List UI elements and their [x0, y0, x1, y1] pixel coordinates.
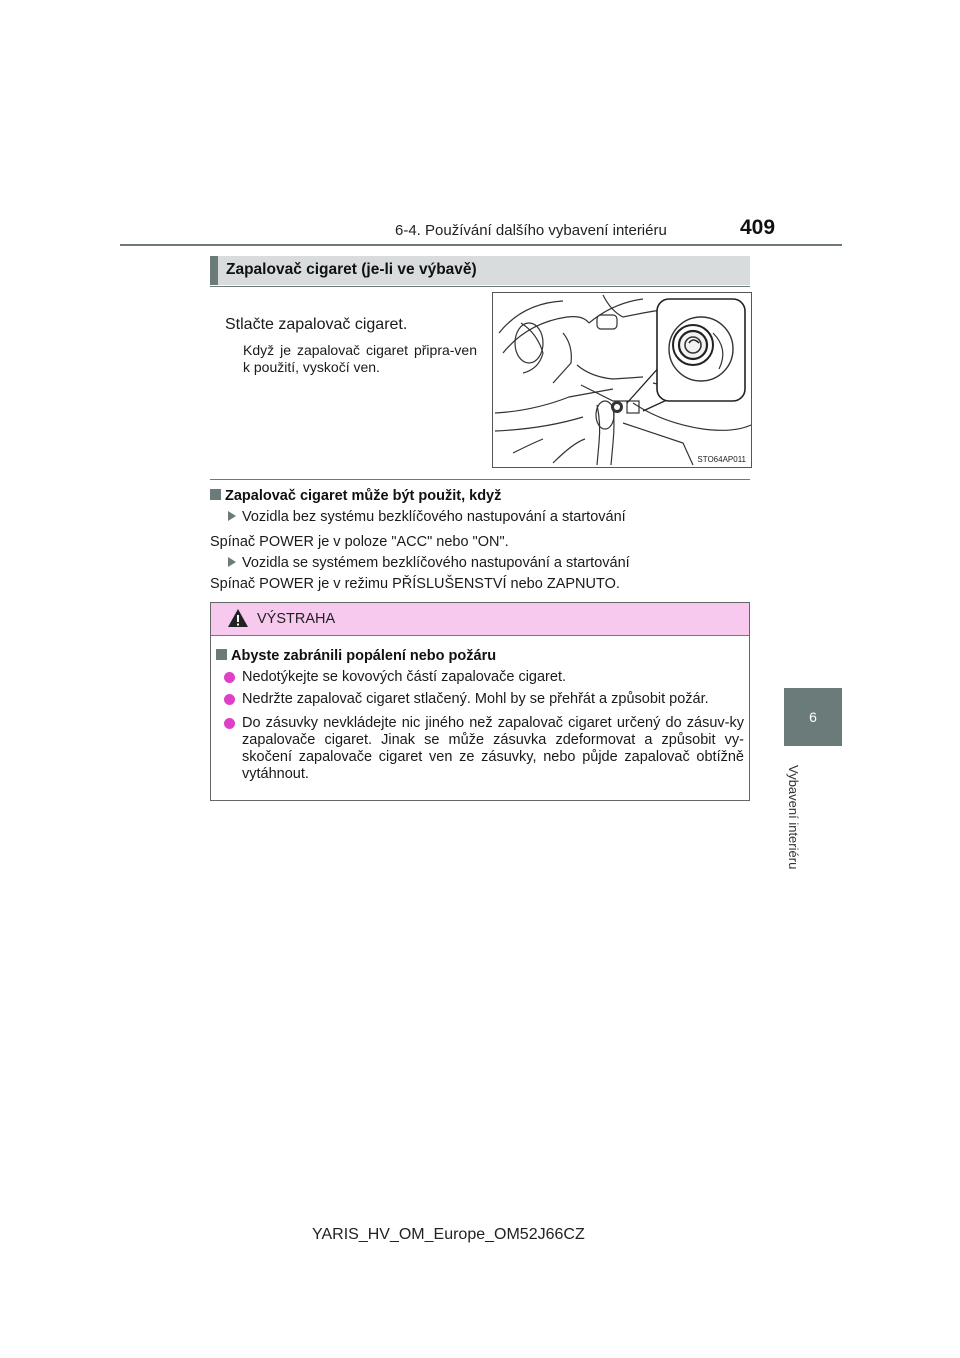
page-number: 409: [740, 216, 776, 239]
usage-text-1: Spínač POWER je v poloze "ACC" nebo "ON".: [210, 534, 509, 550]
bullet-dot-icon: [224, 718, 235, 729]
section-accent: [210, 256, 218, 285]
square-bullet-icon: [216, 649, 227, 660]
section-underline: [210, 286, 750, 287]
warning-heading: Abyste zabránili popálení nebo požáru: [216, 648, 496, 664]
chapter-section-title: 6-4. Používání dalšího vybavení interiéru: [395, 222, 667, 239]
step-note: Když je zapalovač cigaret připra-ven k použití, vyskočí ven.: [243, 342, 477, 375]
triangle-bullet-icon: [228, 511, 236, 521]
usage-condition-2: Vozidla se systémem bezklíčového nastupování a startování: [228, 555, 630, 571]
warning-label: VÝSTRAHA: [257, 611, 336, 627]
bullet-dot-icon: [224, 672, 235, 683]
cigarette-lighter-illustration: [492, 292, 752, 468]
figure-code: STO64AP011: [697, 455, 746, 464]
usage-heading: Zapalovač cigaret může být použit, když: [210, 488, 501, 504]
header-divider: [120, 244, 842, 246]
square-bullet-icon: [210, 489, 221, 500]
usage-condition-1: Vozidla bez systému bezklíčového nastupování a startování: [228, 509, 626, 525]
step-instruction: Stlačte zapalovač cigaret.: [225, 316, 408, 333]
warning-box: VÝSTRAHA Abyste zabránili popálení nebo požáru Nedotýkejte se kovových částí zapalovače cigaret. Nedržte zapalovač cigaret stlačený. Mohl by se přehřát a způsobit požár. Do zásuvky nevkládejte nic jiného než zapalovač cigaret určený do zásuv-ky zapalovače cigaret. Jinak se může zásuvka zdeformovat a způsobit vy-skočení zapalovače cigaret ven ze zásuvky, nebo půjde zapalovač obtížně vytáhnout.: [210, 602, 750, 801]
chapter-label: [786, 765, 812, 875]
chapter-number: 6: [809, 709, 817, 725]
warning-header: [211, 603, 749, 636]
section-heading-bar: [210, 256, 750, 285]
section-title: Zapalovač cigaret (je-li ve výbavě): [226, 261, 477, 278]
chapter-tab: [784, 688, 842, 746]
document-code: YARIS_HV_OM_Europe_OM52J66CZ: [312, 1226, 585, 1243]
triangle-bullet-icon: [228, 557, 236, 567]
bullet-dot-icon: [224, 694, 235, 705]
dashboard-drawing: [493, 293, 751, 467]
usage-text-2: Spínač POWER je v režimu PŘÍSLUŠENSTVÍ nebo ZAPNUTO.: [210, 576, 620, 592]
chapter-label-text: Vybavení interiéru: [786, 765, 801, 870]
warning-triangle-icon: [227, 608, 249, 628]
usage-divider: [210, 479, 750, 480]
